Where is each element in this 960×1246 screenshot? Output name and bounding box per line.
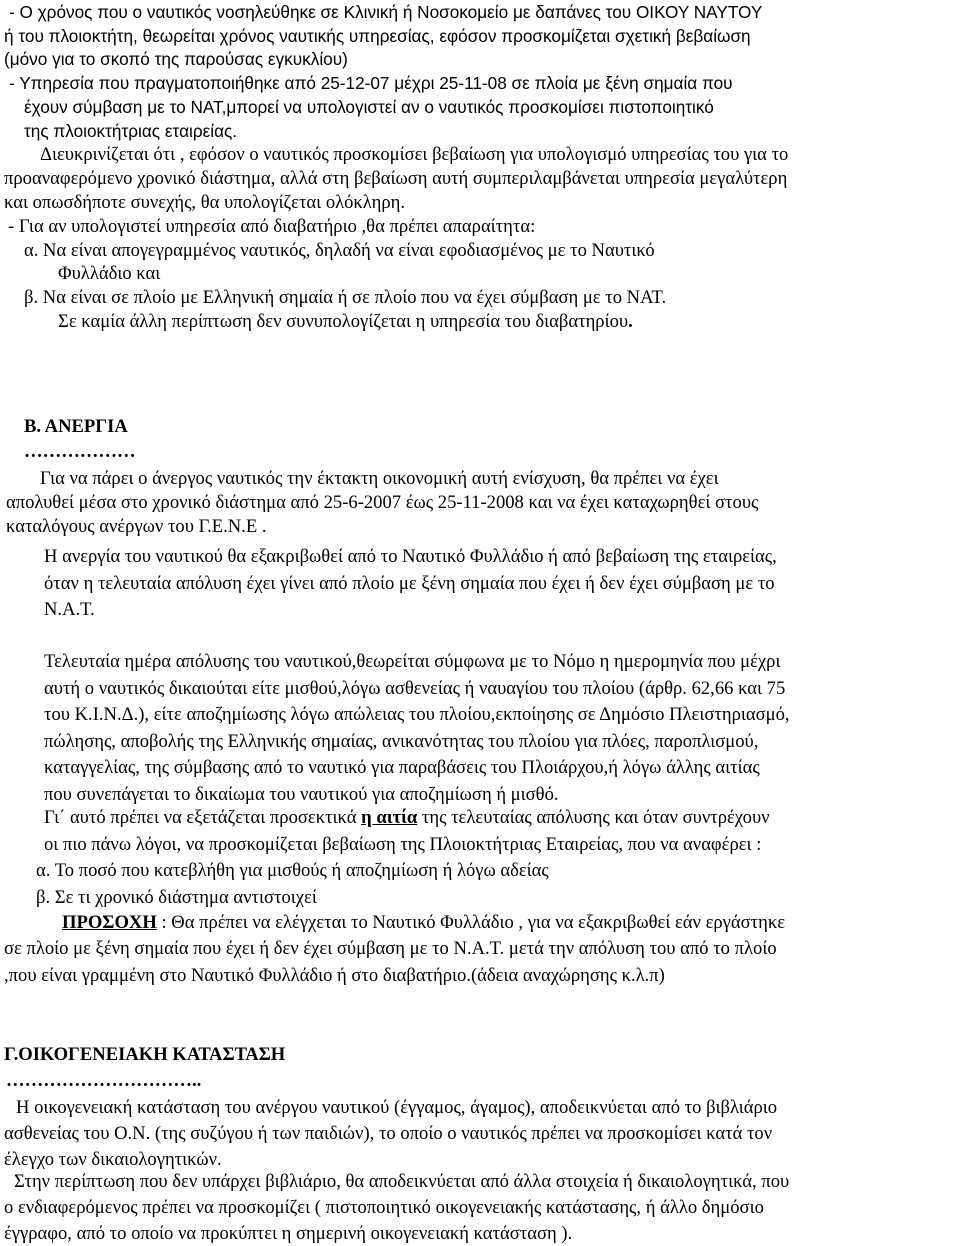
text-line: έχουν σύμβαση με το ΝΑΤ,μπορεί να υπολογιστεί αν ο ναυτικός προσκομίσει πιστοποιητικό — [24, 97, 714, 117]
text-line: - Υπηρεσία που πραγματοποιήθηκε από 25-12-07 μέχρι 25-11-08 σε πλοία με ξένη σημαία που — [9, 73, 733, 93]
text-span: της τελευταίας απόλυσης και όταν συντρέχουν — [417, 807, 770, 828]
text-line: οι πιο πάνω λόγοι, να προσκομίζεται βεβαίωση της Πλοιοκτήτριας Εταιρείας, που να αναφέρει : — [44, 834, 762, 855]
text-line: που συνεπάγεται το δικαίωμα του ναυτικού για αποζημίωση ή μισθό. — [44, 784, 559, 805]
dotted-separator: ………………………….. — [6, 1070, 202, 1091]
text-line: - Ο χρόνος που ο ναυτικός νοσηλεύθηκε σε Κλινική ή Νοσοκομείο με δαπάνες του ΟΙΚΟΥ ΝΑΥΤΟΥ — [9, 2, 763, 22]
text-line: καταλόγους ανέργων του Γ.Ε.Ν.Ε . — [6, 516, 267, 537]
text-line — [58, 313, 633, 332]
text-line: καταγγελίας, της σύμβασης από το ναυτικό για παραβάσεις του Πλοιάρχου,ή λόγω άλλης αιτίας — [44, 757, 760, 778]
text-line: Η ανεργία του ναυτικού θα εξακριβωθεί από το Ναυτικό Φυλλάδιο ή από βεβαίωση της εταιρείας, — [44, 546, 777, 567]
text-line: β. Σε τι χρονικό διάστημα αντιστοιχεί — [36, 887, 317, 908]
text-line: Για να πάρει ο άνεργος ναυτικός την έκτακτη οικονομική αυτή ενίσχυση, θα πρέπει να έχει — [40, 468, 719, 489]
text-line: ασθενείας του Ο.Ν. (της συζύγου ή των παιδιών), το οποίο ο ναυτικός πρέπει να προσκομίσει κατά τον — [4, 1123, 773, 1144]
text-line — [44, 809, 770, 828]
text-span: Σε καμία άλλη περίπτωση δεν συνυπολογίζεται η υπηρεσία του διαβατηρίου — [58, 311, 629, 332]
text-line: - Για αν υπολογιστεί υπηρεσία από διαβατήριο ,θα πρέπει απαραίτητα: — [8, 216, 536, 237]
text-line: Τελευταία ημέρα απόλυσης του ναυτικού,θεωρείται σύμφωνα με το Νόμο η ημερομηνία που μέχρι — [44, 651, 781, 672]
section-heading: Β. ΑΝΕΡΓΙΑ — [24, 416, 128, 437]
text-line: του Κ.Ι.Ν.Δ.), είτε αποζημίωσης λόγω απώλειας του πλοίου,εκποίησης σε Δημόσιο Πλειστηριασμό, — [44, 704, 790, 725]
emphasized-cause: η αιτία — [361, 807, 418, 828]
text-line: Ν.Α.Τ. — [44, 599, 95, 620]
text-line: έγγραφο, από το οποίο να προκύπτει η σημερινή οικογενειακή κατάσταση ). — [4, 1223, 573, 1244]
text-span: . — [628, 311, 633, 332]
text-line: όταν η τελευταία απόλυση έχει γίνει από πλοίο με ξένη σημαία που έχει ή δεν έχει σύμβαση με το — [44, 573, 775, 594]
text-line: σε πλοίο με ξένη σημαία που έχει ή δεν έχει σύμβαση με το Ν.Α.Τ. μετά την απόλυση του από το πλοίο — [4, 938, 777, 959]
text-line: Η οικογενειακή κατάσταση του ανέργου ναυτικού (έγγαμος, άγαμος), αποδεικνύεται από το βιβλιάριο — [16, 1097, 778, 1118]
dotted-separator: ……………… — [24, 441, 136, 462]
text-line — [62, 914, 785, 933]
text-line: έλεγχο των δικαιολογητικών. — [4, 1149, 222, 1170]
text-span: : Θα πρέπει να ελέγχεται το Ναυτικό Φυλλάδιο , για να εξακριβωθεί εάν εργάστηκε — [156, 912, 786, 933]
text-line: Φυλλάδιο και — [58, 263, 161, 284]
text-line: ο ενδιαφερόμενος πρέπει να προσκομίζει ( πιστοποιητικό οικογενειακής κατάστασης, ή άλλο δημόσιο — [4, 1197, 764, 1218]
text-line: ,που είναι γραμμένη στο Ναυτικό Φυλλάδιο ή στο διαβατήριο.(άδεια αναχώρησης κ.λ.π) — [4, 965, 665, 986]
text-line: (μόνο για το σκοπό της παρούσας εγκυκλίου) — [4, 49, 348, 69]
text-line: πώλησης, αποβολής της Ελληνικής σημαίας, ανικανότητας του πλοίου για πλόες, παροπλισμού, — [44, 731, 759, 752]
text-line: α. Το ποσό που κατεβλήθη για μισθούς ή αποζημίωση ή λόγω αδείας — [36, 860, 549, 881]
text-line: της πλοιοκτήτριας εταιρείας. — [24, 121, 238, 141]
text-line: ή του πλοιοκτήτη, θεωρείται χρόνος ναυτικής υπηρεσίας, εφόσον προσκομίζεται σχετική βεβαίωση — [4, 26, 751, 46]
text-line: Στην περίπτωση που δεν υπάρχει βιβλιάριο, θα αποδεικνύεται από άλλα στοιχεία ή δικαιολογητικά, που — [14, 1171, 790, 1192]
text-line: προαναφερόμενο χρονικό διάστημα, αλλά στη βεβαίωση αυτή συμπεριλαμβάνεται υπηρεσία μεγαλύτερη — [4, 168, 788, 189]
text-line: Διευκρινίζεται ότι , εφόσον ο ναυτικός προσκομίσει βεβαίωση για υπολογισμό υπηρεσίας του για το — [40, 144, 789, 165]
text-line: αυτή ο ναυτικός δικαιούται είτε μισθού,λόγω ασθενείας ή ναυαγίου του πλοίου (άρθρ. 62,66 και 75 — [44, 678, 786, 699]
text-line: α. Να είναι απογεγραμμένος ναυτικός, δηλαδή να είναι εφοδιασμένος με το Ναυτικό — [24, 240, 655, 261]
attention-label: ΠΡΟΣΟΧΗ — [62, 912, 157, 933]
text-line: και οπωσδήποτε συνεχής, θα υπολογίζεται ολόκληρη. — [4, 192, 406, 213]
text-line: β. Να είναι σε πλοίο με Ελληνική σημαία ή σε πλοίο που να έχει σύμβαση με το ΝΑΤ. — [24, 287, 667, 308]
text-line: απολυθεί μέσα στο χρονικό διάστημα από 25-6-2007 έως 25-11-2008 και να έχει καταχωρηθεί στους — [6, 492, 759, 513]
section-heading: Γ.ΟΙΚΟΓΕΝΕΙΑΚΗ ΚΑΤΑΣΤΑΣΗ — [4, 1044, 286, 1065]
text-span: Γι΄ αυτό πρέπει να εξετάζεται προσεκτικά — [44, 807, 362, 828]
